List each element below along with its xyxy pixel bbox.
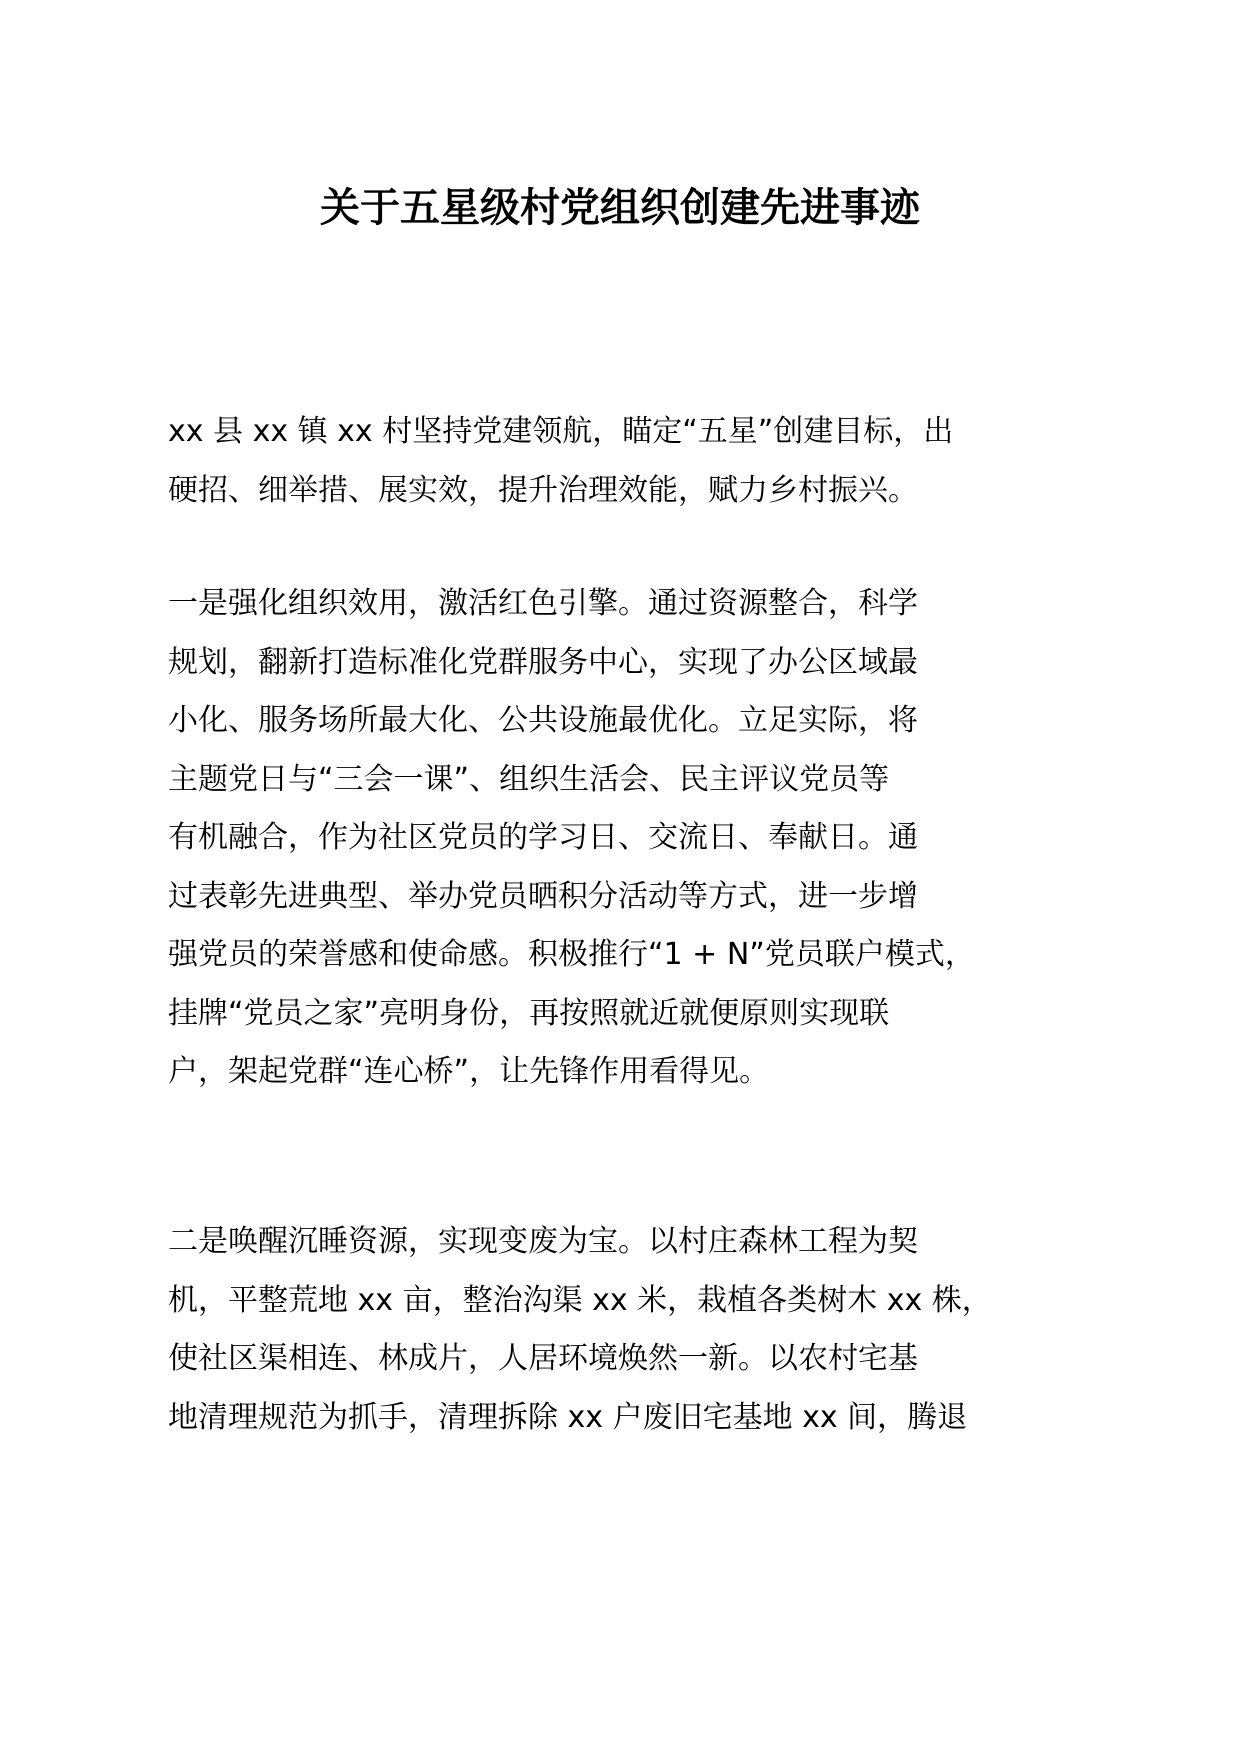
- paragraph-line: 户，架起党群“连心桥”，让先锋作用看得见。: [168, 1054, 770, 1089]
- paragraph-line: 使社区渠相连、林成片，人居环境焕然一新。以农村宅基: [168, 1341, 918, 1376]
- paragraph-line: 有机融合，作为社区党员的学习日、交流日、奉献日。通: [168, 820, 918, 855]
- paragraph-line: 地清理规范为抓手，清理拆除 xx 户废旧宅基地 xx 间，腾退: [168, 1399, 968, 1435]
- paragraph-intro: [168, 403, 968, 520]
- paragraph-line: 二是唤醒沉睡资源，实现变废为宝。以村庄森林工程为契: [168, 1224, 918, 1259]
- paragraph-line: 强党员的荣誉感和使命感。积极推行“1 + N”党员联户模式，: [168, 937, 975, 972]
- paragraph-line: 规划，翻新打造标准化党群服务中心，实现了办公区域最: [168, 644, 918, 680]
- paragraph-line: 硬招、细举措、展实效，提升治理效能，赋力乡村振兴。: [168, 472, 918, 508]
- document-title: 关于五星级村党组织创建先进事迹: [320, 185, 920, 231]
- paragraph-line: 主题党日与“三会一课”、组织生活会、民主评议党员等: [168, 761, 890, 797]
- paragraph-section-one: [168, 575, 975, 1102]
- paragraph-line: 一是强化组织效用，激活红色引擎。通过资源整合，科学: [168, 586, 918, 621]
- paragraph-section-two: [168, 1213, 992, 1447]
- paragraph-line: 过表彰先进典型、举办党员晒积分活动等方式，进一步增: [168, 878, 918, 914]
- paragraph-line: 小化、服务场所最大化、公共设施最优化。立足实际，将: [168, 703, 918, 738]
- paragraph-line: xx 县 xx 镇 xx 村坚持党建领航，瞄定“五星”创建目标，出: [168, 414, 954, 449]
- paragraph-line: 挂牌“党员之家”亮明身份，再按照就近就便原则实现联: [168, 995, 890, 1031]
- paragraph-line: 机，平整荒地 xx 亩，整治沟渠 xx 米，栽植各类树木 xx 株，: [168, 1282, 992, 1318]
